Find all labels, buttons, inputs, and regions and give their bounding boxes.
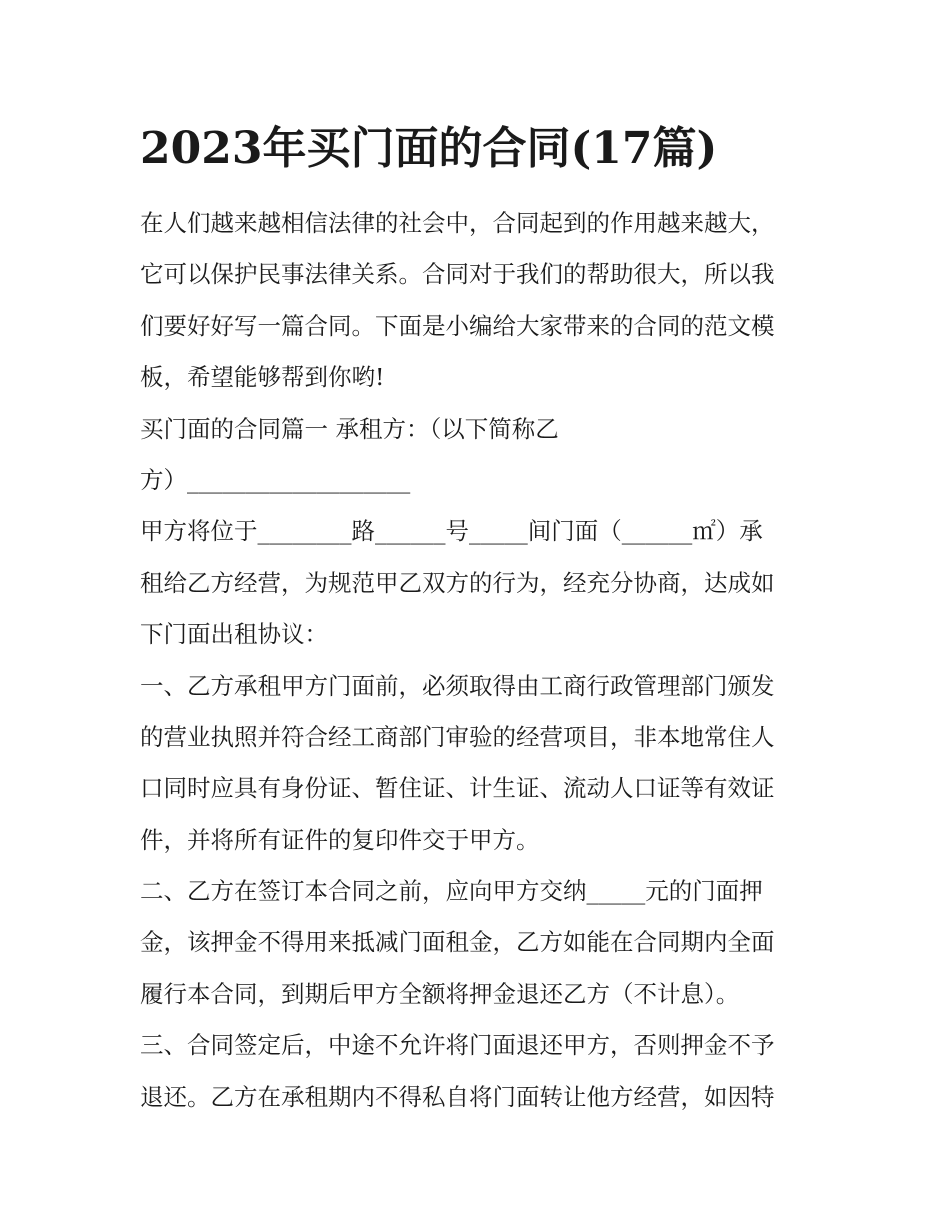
premises-line-2: 租给乙方经营，为规范甲乙双方的行为，经充分协商，达成如 — [140, 568, 775, 597]
intro-line-3: 们要好好写一篇合同。下面是小编给大家带来的合同的范文模 — [140, 311, 775, 340]
clause-1-line-3: 口同时应具有身份证、暂住证、计生证、流动人口证等有效证 — [140, 774, 775, 803]
intro-line-1: 在人们越来越相信法律的社会中，合同起到的作用越来越大， — [140, 209, 775, 237]
intro-line-4: 板，希望能够帮到你哟! — [140, 363, 385, 392]
clause-2-line-3: 履行本合同，到期后甲方全额将押金退还乙方（不计息）。 — [140, 979, 740, 1008]
document-title: 2023年买门面的合同(17篇) — [140, 123, 718, 174]
section-heading-line-2: 方）___________________ — [140, 465, 411, 494]
document-body — [140, 198, 820, 1123]
clause-3-line-1: 三、合同签定后，中途不允许将门面退还甲方，否则押金不予 — [140, 1031, 775, 1060]
section-heading-line-1: 买门面的合同篇一 承租方：（以下简称乙 — [140, 414, 559, 443]
clause-3-line-2: 退还。乙方在承租期内不得私自将门面转让他方经营，如因特 — [140, 1082, 775, 1111]
clause-1-line-2: 的营业执照并符合经工商部门审验的经营项目，非本地常住人 — [140, 722, 775, 751]
premises-line-3: 下门面出租协议： — [140, 620, 328, 649]
clause-1-line-1: 一、乙方承租甲方门面前，必须取得由工商行政管理部门颁发 — [140, 671, 775, 700]
clause-2-line-1: 二、乙方在签订本合同之前，应向甲方交纳_____元的门面押 — [140, 877, 763, 906]
clause-1-line-4: 件，并将所有证件的复印件交于甲方。 — [140, 825, 540, 854]
clause-2-line-2: 金，该押金不得用来抵减门面租金，乙方如能在合同期内全面 — [140, 928, 775, 957]
premises-line-1: 甲方将位于________路______号_____间门面（______㎡）承 — [140, 517, 763, 546]
intro-line-2: 它可以保护民事法律关系。合同对于我们的帮助很大，所以我 — [140, 260, 775, 289]
